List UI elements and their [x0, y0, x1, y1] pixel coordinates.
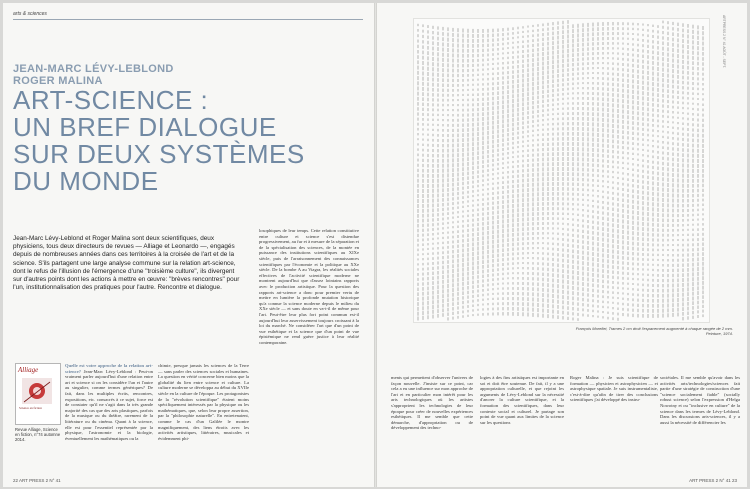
body-column-7: sociétales. Il me semble qu'avoir dans les activités arts/technologies/sciences fait partie d'une stratégie de construction d'une "science socialement fiable" (socially robust science) selon l'expression d'Helga Nowotny et ou "inclusive en culture" de la science dans les termes de Lévy-Leblond. Dans les discussions arts-sciences, il y a aussi la nécessité de différencier les: [660, 375, 740, 425]
page-folio-right: ART PRESS 2 N° 41 23: [689, 478, 737, 483]
morellet-artwork-image: [414, 19, 709, 322]
alliage-cover-image: [15, 363, 61, 425]
body-column-1: [65, 363, 153, 441]
left-page: [3, 3, 374, 487]
cover-title: Alliage: [18, 366, 39, 374]
title-line: DU MONDE: [13, 166, 159, 196]
rubric-divider: [13, 19, 363, 20]
section-rubric: arts & sciences: [13, 11, 47, 17]
article-title: [13, 87, 305, 195]
artwork-grid-pattern: [414, 19, 709, 322]
cover-subtitle: Science en fiction: [19, 406, 42, 410]
cover-credit: Revue Alliage, Science en fiction, n°74 automne 2014.: [15, 427, 61, 442]
author-name: ROGER MALINA: [13, 75, 103, 87]
vertical-running-head: ARTPRESS 2 N° 41 AOÛT - SEPT.: [722, 15, 726, 69]
author-name: JEAN-MARC LÉVY-LEBLOND: [13, 63, 174, 75]
body-column-3: losophiques de leur temps. Cette relation constitutive entre culture et science s'est distendue progressivement, au fur et à mesure de la séparation et de la spécialisation des sciences, de la montée en puissance des institutions scientifiques au XIXe siècle, puis de l'arraisonnement des connaissances scientifiques par l'économie et la politique au XXe siècle. De la bombe A au Viagra, les réalités sociales effectives de l'activité scientifique moderne ne montrent aujourd'hui que d'assez lointains rapports avec le production artistique. Pour la question des rapports art-science a donc pour premier vertu de mettre en lumière la profonde mutation historique qu'a connue la science moderne depuis le milieu du XXe siècle — et sans doute en va-t-il de même pour l'art. Peut-être leur plus fort point commun est-il aujourd'hui leur asservissement toujours croissant à la loi du marché. Ne considérer l'art que d'un point de vue esthétique et la science que d'un point de vue épistémique ne rend guère justice à leur réalité contemporaine.: [259, 228, 360, 345]
title-line: ART-SCIENCE :: [13, 85, 209, 115]
title-line: UN BREF DIALOGUE: [13, 112, 277, 142]
body-column-5: logies à des fins artistiques est importante en soi et doit être soutenue. De fait, il y a une appropriation culturelle, et que rejoint les arguments de Lévy-Leblond sur la nécessité d'ancrer la culture scientifique, et la formation des scientifiques, dans leur contexte social et culturel. Je partage son point de vue quant aux limites de la science sur les questions: [480, 375, 564, 425]
interview-question: Quelle est votre approche de la relation art-science?: [65, 363, 153, 374]
body-column-6: Roger Malina : Je suis scientifique de formation — physicien et astrophysicien — et astrophysique spatiale. Je suis instrumentaliste, c'est-à-dire qu'afin de tirer des conclusions scientifiques j'ai développé des instru-: [570, 375, 658, 403]
article-authors: [13, 63, 174, 87]
body-column-4: ments qui permettent d'observer l'univers de façon nouvelle. J'insiste sur ce point, car cela a eu une influence sur mon approche de l'art et en particulier mon intérêt pour les arts technologiques où les artistes s'approprient les technologies de leur époque pour créer de nouvelles expériences esthétiques. Il me semble que cette démarche, d'appropriation ou de développement des techno-: [391, 375, 473, 431]
body-column-2: chimie, presque jamais les sciences de la Terre — sans parler des sciences sociales et humaines. La question en vérité concerne bien moins que la globalité du lien entre science et culture. La culture moderne se développa au début du XVIIe siècle en la culture de l'époque. Les protagonistes de la "révolution scientifique" étaient moins spécifiquement intéressés par la physique ou les mathématiques, que, selon leur propre assertion, par la "philosophie naturelle". En entretenaient, comme le cas d'un Galilée le montre magnifiquement, des liens étroits avec les activités artistiques, littéraires, musicales et évidemment phi-: [158, 363, 249, 441]
article-lead: Jean-Marc Lévy-Leblond et Roger Malina sont deux scientifiques, deux physiciens, tous deux directeurs de revues — Alliage et Leonardo —, engagés depuis de nombreuses années dans ces territoires à la croisée de l'art et de la science. S'ils partagent une large analyse commune sur la relation art-science, dont le refus de l'illusion de l'émergence d'une "troisième culture", ils divergent sur d'autres points dont les actions à mettre en œuvre: "brèves rencontres" pour l'un, institutionnalisation des pratiques pour l'autre. Rencontre et dialogue.: [13, 235, 240, 292]
cover-illustration: [22, 378, 52, 404]
artwork-caption: François Morellet, Trames 2 cm droit l'espacement augmenté à chaque rangée de 2 mm. Peinture, 1974.: [575, 326, 733, 336]
right-page: [377, 3, 747, 487]
page-folio-left: 22 ART PRESS 2 N° 41: [13, 478, 61, 483]
column-text: Jean-Marc Lévy-Leblond : Peut-on vraiment parler aujourd'hui d'une relation entre art et science si on les considère l'un et l'autre au singulier, comme termes génériques? De fait, dans les multiples écrits, rencontres, expositions, etc. consacrés à ce sujet, force est de constater qu'il ne s'agit dans la très grande majorité des cas que des arts plastiques, parfois de la musique ou du théâtre, rarement de la littérature ou du cinéma. Quant à la science, elle est pour l'essentiel représentée par la physique, l'astronomie et la biologie, éventuellement les mathématiques ou la: [65, 368, 153, 441]
title-line: SUR DEUX SYSTÈMES: [13, 139, 305, 169]
